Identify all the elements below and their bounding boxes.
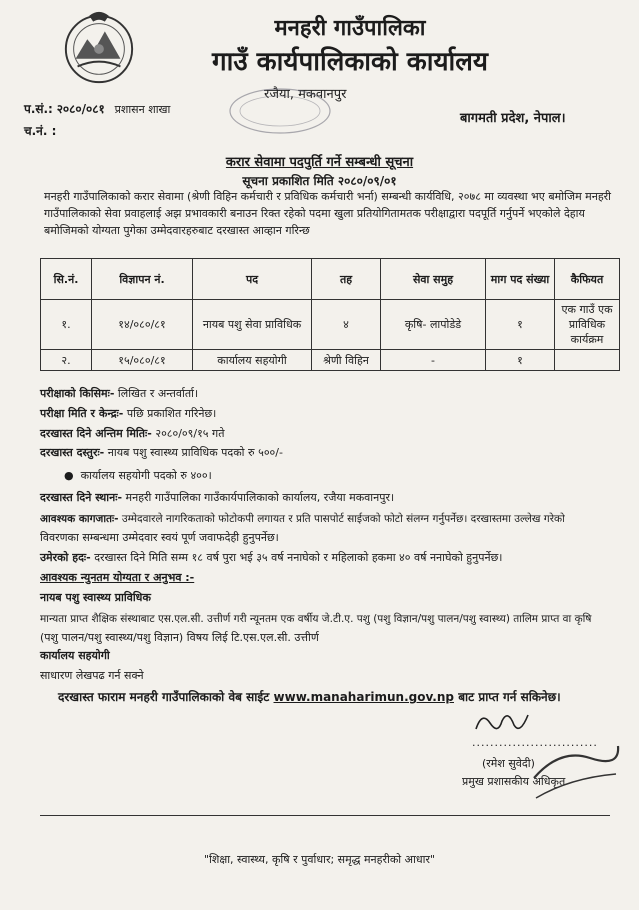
fee-line xyxy=(40,445,283,460)
signatory-designation: प्रमुख प्रशासकीय अधिकृत xyxy=(462,775,566,788)
exam-type-value: लिखित र अन्तर्वार्ता। xyxy=(117,387,199,400)
col-header: सि.नं. xyxy=(41,259,92,300)
exam-date-line xyxy=(40,406,216,421)
table-cell: कृषि- लापोडेडे xyxy=(381,300,486,350)
signature-stamp-icon xyxy=(530,738,620,808)
form-notice-after: बाट प्राप्त गर्न सकिनेछ। xyxy=(458,690,561,704)
col-header: विज्ञापन नं. xyxy=(92,259,193,300)
docs-value-1: उम्मेदवारले नागरिकताको फोटोकपी लगायत र प्रति पासपोर्ट साईजको फोटो संलग्न गर्नुपर्नेछ। दरखास्तमा उल्लेख गरेको xyxy=(121,513,565,525)
table-cell: - xyxy=(381,350,486,371)
post1-title: नायब पशु स्वास्थ्य प्राविधिक xyxy=(40,591,151,604)
col-header: माग पद संख्या xyxy=(486,259,555,300)
post2-qualification: साधारण लेखपढ गर्न सक्ने xyxy=(40,669,144,682)
col-header: कैफियत xyxy=(555,259,620,300)
exam-type-label: परीक्षाको किसिमः- xyxy=(40,387,115,400)
notice-intro: मनहरी गाउँपालिकाको करार सेवामा (श्रेणी विहिन कर्मचारी र प्रविधिक कर्मचारी भर्ना) सम्बन्धी कार्यविधि, २०७८ मा व्यवस्था भए बमोजिम मनहरी गाउँपालिकाको सेवा प्रवाहलाई अझ प्रभावकारी बनाउन रिक्त रहेको पदमा खुला प्रतियोगितामतक परीक्षाद्वारा पदपूर्ति गर्नुपर्ने भएकोले देहाय बमोजिमको योग्यता पुगेका उम्मेदवारहरुबाट दरखास्त आव्हान गरिन्छ xyxy=(44,190,612,237)
office-stamp-icon xyxy=(225,86,335,136)
ref-label: प.सं.: xyxy=(24,102,53,116)
table-row xyxy=(41,300,620,350)
dispatch-label: च.नं. : xyxy=(24,124,57,138)
form-notice xyxy=(58,688,561,705)
table-cell xyxy=(555,350,620,371)
table-cell: १ xyxy=(486,350,555,371)
place-line xyxy=(40,490,394,505)
post2-title: कार्यालय सहयोगी xyxy=(40,649,110,662)
deadline-value: २०८०/०९/१५ गते xyxy=(155,427,225,440)
vacancy-table xyxy=(40,258,620,371)
ref-value: २०८०/०८१ xyxy=(56,102,105,116)
col-header: तह xyxy=(312,259,381,300)
province-label: बागमती प्रदेश, नेपाल। xyxy=(460,111,566,126)
signature-icon xyxy=(472,705,532,739)
notice-date: सूचना प्रकाशित मिति २०८०/०९/०१ xyxy=(242,174,397,188)
table-header-row xyxy=(41,259,620,300)
table-cell: ४ xyxy=(312,300,381,350)
table-cell: कार्यालय सहयोगी xyxy=(193,350,312,371)
table-cell: १ xyxy=(486,300,555,350)
form-notice-before: दरखास्त फाराम मनहरी गाउँपालिकाको वेब साईट xyxy=(58,690,270,704)
website-link[interactable]: www.manaharimun.gov.np xyxy=(273,690,454,704)
fee-bullet: कार्यालय सहयोगी पदको रु ४००। xyxy=(80,469,212,482)
bullet-dot-icon: ● xyxy=(64,469,81,482)
table-cell: २. xyxy=(41,350,92,371)
age-value: दरखास्त दिने मिति सम्म १८ वर्ष पुरा भई ३५ वर्ष ननाघेको र महिलाको हकमा ४० वर्ष ननाघेको हुनुपर्नेछ। xyxy=(94,551,503,564)
post1-qualification-2: (पशु पालन/पशु स्वास्थ्य/पशु विज्ञान) विषय लिई टि.एस.एल.सी. उत्तीर्ण xyxy=(40,631,319,644)
table-cell: १५/०८०/८१ xyxy=(92,350,193,371)
place-label: दरखास्त दिने स्थानः- xyxy=(40,491,123,504)
reference-block xyxy=(24,100,170,144)
col-header: पद xyxy=(193,259,312,300)
fee-bullet-line xyxy=(64,468,212,483)
exam-date-label: परीक्षा मिति र केन्द्रः- xyxy=(40,407,124,420)
ref-branch: प्रशासन शाखा xyxy=(114,103,171,116)
age-line xyxy=(40,550,502,565)
table-cell: श्रेणी विहिन xyxy=(312,350,381,371)
age-label: उमेरको हदः- xyxy=(40,551,91,564)
municipality-emblem-icon xyxy=(60,8,138,86)
table-cell: १४/०८०/८१ xyxy=(92,300,193,350)
deadline-label: दरखास्त दिने अन्तिम मितिः- xyxy=(40,427,152,440)
place-value: मनहरी गाउँपालिका गाउँकार्यपालिकाको कार्यालय, रजैया मकवानपुर। xyxy=(125,491,395,504)
deadline-line xyxy=(40,426,224,441)
docs-line1 xyxy=(40,512,565,526)
fee-value: नायब पशु स्वास्थ्य प्राविधिक पदको रु ५००/- xyxy=(107,446,283,459)
docs-label: आवश्यक कागजातः- xyxy=(40,513,119,525)
col-header: सेवा समुह xyxy=(381,259,486,300)
table-cell: नायब पशु सेवा प्राविधिक xyxy=(193,300,312,350)
notice-title: करार सेवामा पदपुर्ति गर्ने सम्बन्धी सूचना xyxy=(225,155,414,170)
footer-slogan: "शिक्षा, स्वास्थ्य, कृषि र पुर्वाधार; समृद्ध मनहरीको आधार" xyxy=(203,853,436,866)
fee-label: दरखास्त दस्तुरः- xyxy=(40,446,105,459)
table-row xyxy=(41,350,620,371)
post1-qualification-1: मान्यता प्राप्त शैक्षिक संस्थाबाट एस.एल.सी. उत्तीर्ण गरी न्यूनतम एक वर्षीय जे.टी.ए. पशु (पशु विज्ञान/पशु पालन/पशु स्वास्थ्य) तालिम प्राप्त वा कृषि xyxy=(40,613,592,625)
signature-line: ............................ xyxy=(472,736,598,749)
footer-divider xyxy=(40,815,610,816)
qualification-heading: आवश्यक न्युनतम योग्यता र अनुभव :- xyxy=(40,571,195,584)
signatory-name: (रमेश सुवेदी) xyxy=(482,757,535,770)
office-address: रजैया, मकवानपुर xyxy=(264,87,347,102)
exam-type-line xyxy=(40,386,198,401)
docs-value-2: विवरणका सम्बन्धमा उम्मेदवार स्वयं पूर्ण जवाफदेही हुनुपर्नेछ। xyxy=(40,531,279,544)
exam-date-value: पछि प्रकाशित गरिनेछ। xyxy=(126,407,217,420)
office-title-line1: मनहरी गाउँपालिका xyxy=(274,16,426,41)
table-cell: एक गाउँ एक प्राविधिक कार्यक्रम xyxy=(555,300,620,350)
table-cell: १. xyxy=(41,300,92,350)
office-title-line2: गाउँ कार्यपालिकाको कार्यालय xyxy=(212,47,488,77)
